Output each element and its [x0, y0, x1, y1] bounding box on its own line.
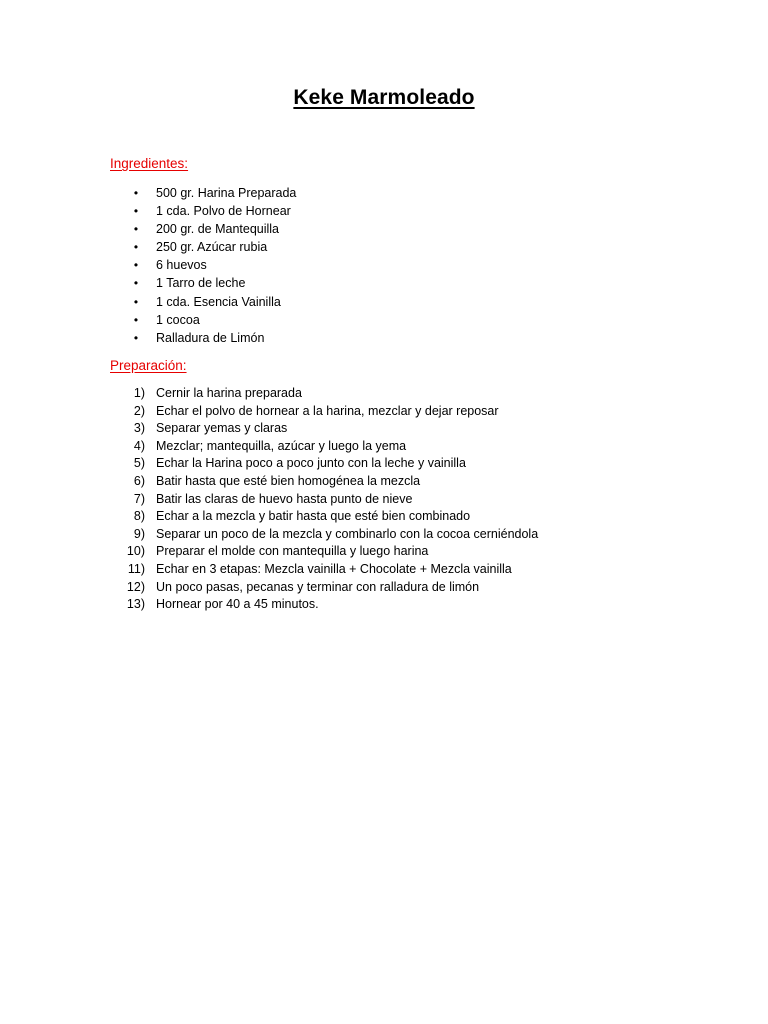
step-text: Cernir la harina preparada — [156, 386, 302, 400]
ingredient-text: 1 Tarro de leche — [156, 276, 246, 291]
ingredient-text: 200 gr. de Mantequilla — [156, 222, 280, 237]
page-title: Keke Marmoleado — [293, 86, 475, 109]
bullet-icon: • — [133, 258, 139, 273]
ingredients-heading: Ingredientes: — [110, 156, 189, 171]
step-text: Echar a la mezcla y batir hasta que esté bien combinado — [156, 509, 471, 524]
step-number: 12) — [126, 579, 145, 594]
step-text: Mezclar; mantequilla, azúcar y luego la yema — [156, 438, 407, 453]
bullet-icon: • — [133, 222, 139, 237]
bullet-icon: • — [133, 312, 139, 327]
bullet-icon: • — [133, 204, 139, 219]
ingredient-text: 1 cda. Esencia Vainilla — [156, 294, 281, 309]
step-text: Echar la Harina poco a poco junto con la leche y vainilla — [156, 456, 466, 471]
step-number: 6) — [133, 473, 145, 488]
preparation-heading: Preparación: — [110, 358, 187, 373]
step-text: Echar en 3 etapas: Mezcla vainilla + Chocolate + Mezcla vainilla — [156, 561, 512, 576]
step-number: 9) — [133, 526, 145, 541]
step-number: 1) — [133, 386, 145, 400]
step-number: 11) — [127, 561, 145, 576]
bullet-icon: • — [133, 330, 139, 345]
step-number: 8) — [133, 509, 145, 524]
step-number: 5) — [133, 456, 145, 471]
ingredient-text: 1 cda. Polvo de Hornear — [156, 204, 291, 219]
step-number: 10) — [126, 544, 145, 559]
ingredient-text: 500 gr. Harina Preparada — [156, 186, 297, 200]
bullet-icon: • — [133, 276, 139, 291]
step-number: 3) — [133, 421, 145, 436]
step-text: Un poco pasas, pecanas y terminar con ralladura de limón — [156, 579, 480, 594]
bullet-icon: • — [133, 186, 139, 200]
step-text: Batir hasta que esté bien homogénea la mezcla — [156, 473, 421, 488]
ingredient-text: 1 cocoa — [156, 312, 200, 327]
step-text: Preparar el molde con mantequilla y luego harina — [156, 544, 429, 559]
ingredient-text: Ralladura de Limón — [156, 330, 265, 345]
bullet-icon: • — [133, 240, 139, 255]
ingredient-text: 250 gr. Azúcar rubia — [156, 240, 268, 255]
ingredient-text: 6 huevos — [156, 258, 207, 273]
step-number: 13) — [126, 597, 145, 612]
step-number: 7) — [133, 491, 145, 506]
bullet-icon: • — [133, 294, 139, 309]
step-text: Hornear por 40 a 45 minutos. — [156, 597, 319, 612]
step-text: Separar un poco de la mezcla y combinarlo con la cocoa cerniéndola — [156, 526, 539, 541]
step-number: 2) — [133, 403, 145, 418]
step-number: 4) — [133, 438, 145, 453]
step-text: Batir las claras de huevo hasta punto de nieve — [156, 491, 413, 506]
step-text: Echar el polvo de hornear a la harina, mezclar y dejar reposar — [156, 403, 499, 418]
step-text: Separar yemas y claras — [156, 421, 288, 436]
